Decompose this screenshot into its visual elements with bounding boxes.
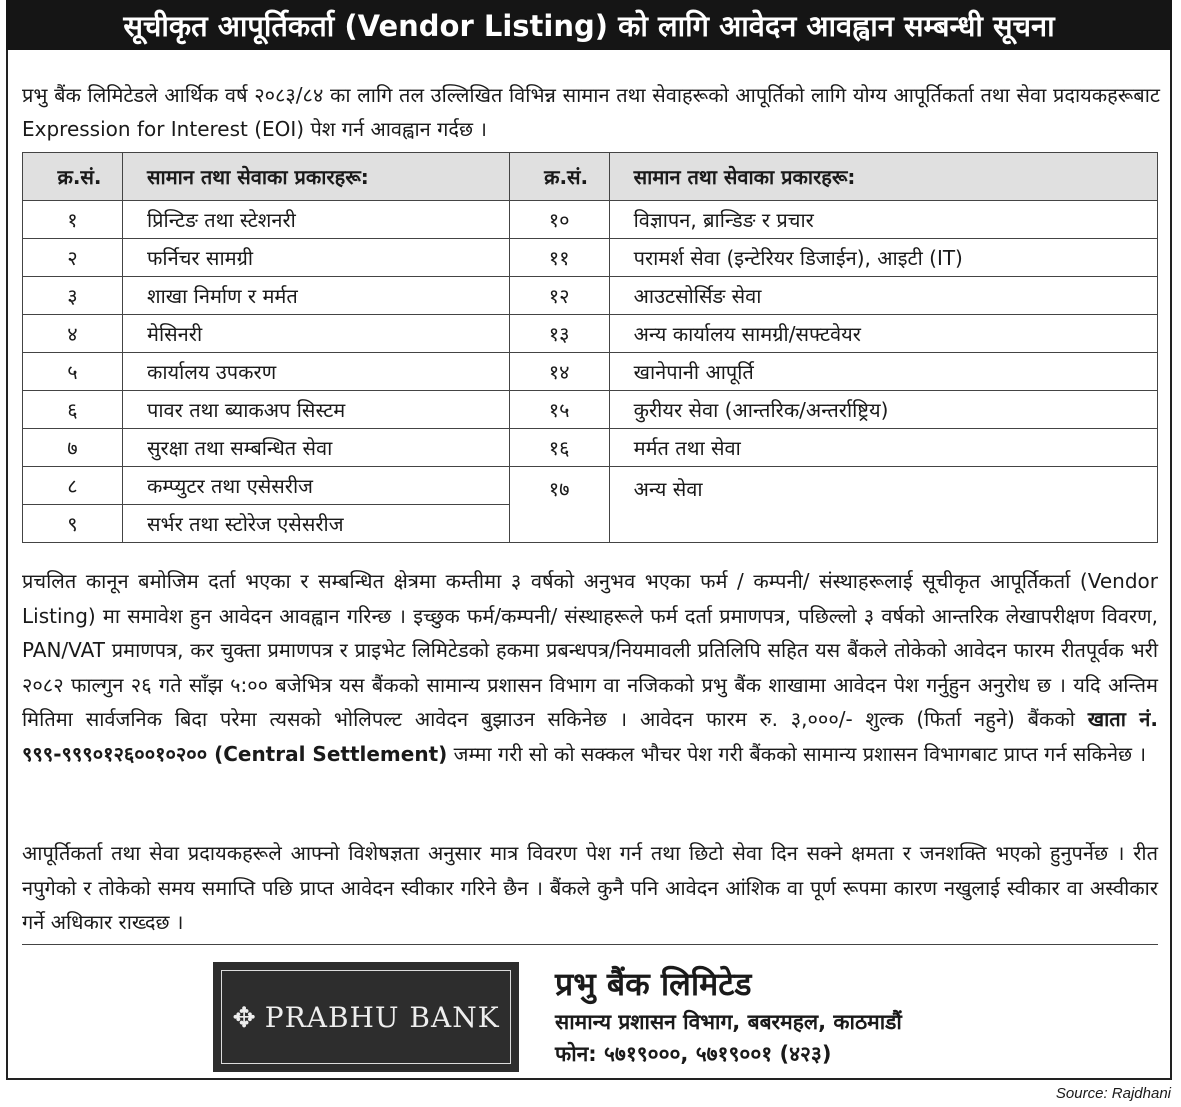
serial-number: ६ — [23, 391, 123, 429]
table-row — [23, 277, 1158, 315]
serial-number: १ — [23, 201, 123, 239]
service-type: खानेपानी आपूर्ति — [609, 353, 1157, 391]
serial-number: १२ — [509, 277, 609, 315]
service-type: शाखा निर्माण र मर्मत — [123, 277, 510, 315]
service-type: प्रिन्टिङ तथा स्टेशनरी — [123, 201, 510, 239]
para-text: जम्मा गरी सो को सक्कल भौचर पेश गरी बैंकको सामान्य प्रशासन विभागबाट प्राप्त गर्न सकिनेछ । — [447, 741, 1147, 766]
bank-phone: फोन: ५७१९०००, ५७१९००१ (४२३) — [555, 1042, 832, 1066]
table-row — [23, 315, 1158, 353]
services-table — [22, 152, 1158, 543]
eligibility-paragraph — [22, 564, 1158, 771]
source-credit: Source: Rajdhani — [1055, 1085, 1171, 1102]
table-row — [23, 239, 1158, 277]
service-type: सुरक्षा तथा सम्बन्धित सेवा — [123, 429, 510, 467]
serial-number: १३ — [509, 315, 609, 353]
prabhu-bank-logo — [213, 962, 519, 1072]
notice-title: सूचीकृत आपूर्तिकर्ता (Vendor Listing) को लागि आवेदन आवह्वान सम्बन्धी सूचना — [6, 0, 1172, 50]
serial-number: २ — [23, 239, 123, 277]
service-type: अन्य सेवा — [609, 467, 1157, 543]
col-type: सामान तथा सेवाका प्रकारहरू: — [123, 153, 510, 201]
logo-text: PRABHU BANK — [264, 1000, 500, 1034]
flower-icon: ✥ — [232, 1000, 257, 1034]
intro-text: प्रभु बैंक लिमिटेडले आर्थिक वर्ष २०८३/८४ का लागि तल उल्लिखित विभिन्न सामान तथा सेवाहरूको आपूर्तिको लागि योग्य आपूर्तिकर्ता तथा सेवा प्रदायकहरूबाट Expression for Interest (EOI) पेश गर्न आवह्वान गर्दछ । — [22, 83, 1160, 141]
table-row — [23, 467, 1158, 505]
service-type: मर्मत तथा सेवा — [609, 429, 1157, 467]
serial-number: १६ — [509, 429, 609, 467]
table-row — [23, 391, 1158, 429]
col-serial: क्र.सं. — [23, 153, 123, 201]
serial-number: १४ — [509, 353, 609, 391]
bank-address: सामान्य प्रशासन विभाग, बबरमहल, काठमाडौं — [555, 1010, 902, 1034]
serial-number: ४ — [23, 315, 123, 353]
service-type: परामर्श सेवा (इन्टेरियर डिजाईन), आइटी (IT) — [609, 239, 1157, 277]
table-row — [23, 429, 1158, 467]
service-type: आउटसोर्सिङ सेवा — [609, 277, 1157, 315]
serial-number: ८ — [23, 467, 123, 505]
terms-paragraph: आपूर्तिकर्ता तथा सेवा प्रदायकहरूले आफ्नो विशेषज्ञता अनुसार मात्र विवरण पेश गर्न तथा छिटो सेवा दिन सक्ने क्षमता र जनशक्ति भएको हुनुपर्नेछ । रीत नपुगेको र तोकेको समय समाप्ति पछि प्राप्त आवेदन स्वीकार गरिने छैन । बैंकले कुनै पनि आवेदन आंशिक वा पूर्ण रूपमा कारण नखुलाई स्वीकार वा अस्वीकार गर्ने अधिकार राख्दछ । — [22, 841, 1158, 934]
service-type: विज्ञापन, ब्रान्डिङ र प्रचार — [609, 201, 1157, 239]
service-type: पावर तथा ब्याकअप सिस्टम — [123, 391, 510, 429]
serial-number: ३ — [23, 277, 123, 315]
service-type: फर्निचर सामग्री — [123, 239, 510, 277]
serial-number: १७ — [509, 467, 609, 543]
divider — [22, 944, 1158, 945]
table-row — [23, 201, 1158, 239]
service-type: मेसिनरी — [123, 315, 510, 353]
serial-number: १५ — [509, 391, 609, 429]
table-header-row — [23, 153, 1158, 201]
serial-number: ७ — [23, 429, 123, 467]
para-text: प्रचलित कानून बमोजिम दर्ता भएका र सम्बन्धित क्षेत्रमा कम्तीमा ३ वर्षको अनुभव भएका फर्म / कम्पनी/ संस्थाहरूलाई सूचीकृत आपूर्तिकर्ता (Vendor Listing) मा समावेश हुन आवेदन आवह्वान गरिन्छ । इच्छुक फर्म/कम्पनी/ संस्थाहरूले फर्म दर्ता प्रमाणपत्र, पछिल्लो ३ वर्षको आन्तरिक लेखापरीक्षण विवरण, PAN/VAT प्रमाणपत्र, कर चुक्ता प्रमाणपत्र र प्राइभेट लिमिटेडको हकमा प्रबन्धपत्र/नियमावली प्रतिलिपि सहित यस बैंकले तोकेको आवेदन फारम रीतपूर्वक भरी २०८२ फाल्गुन २६ गते साँझ ५:०० बजेभित्र यस बैंकको सामान्य प्रशासन विभाग वा नजिकको प्रभु बैंक शाखामा आवेदन पेश गर्नुहुन अनुरोध छ । यदि अन्तिम मितिमा सार्वजनिक बिदा परेमा त्यसको भोलिपल्ट आवेदन बुझाउन सकिनेछ । आवेदन फारम रु. ३,०००/- शुल्क (फिर्ता नहुने) बैंकको — [22, 569, 1158, 731]
bank-contact — [555, 962, 902, 1070]
serial-number: १० — [509, 201, 609, 239]
service-type: कार्यालय उपकरण — [123, 353, 510, 391]
service-type: कुरीयर सेवा (आन्तरिक/अन्तर्राष्ट्रिय) — [609, 391, 1157, 429]
account-number: खाता नं. ९९९-९९९०१२६००१०२०० (Central Settlement) — [22, 707, 1159, 766]
service-type: कम्प्युटर तथा एसेसरीज — [123, 467, 510, 505]
table-row — [23, 353, 1158, 391]
serial-number: ५ — [23, 353, 123, 391]
serial-number: ११ — [509, 239, 609, 277]
col-serial: क्र.सं. — [509, 153, 609, 201]
service-type: सर्भर तथा स्टोरेज एसेसरीज — [123, 505, 510, 543]
serial-number: ९ — [23, 505, 123, 543]
service-type: अन्य कार्यालय सामग्री/सफ्टवेयर — [609, 315, 1157, 353]
bank-name: प्रभु बैंक लिमिटेड — [555, 965, 752, 1003]
col-type: सामान तथा सेवाका प्रकारहरू: — [609, 153, 1157, 201]
